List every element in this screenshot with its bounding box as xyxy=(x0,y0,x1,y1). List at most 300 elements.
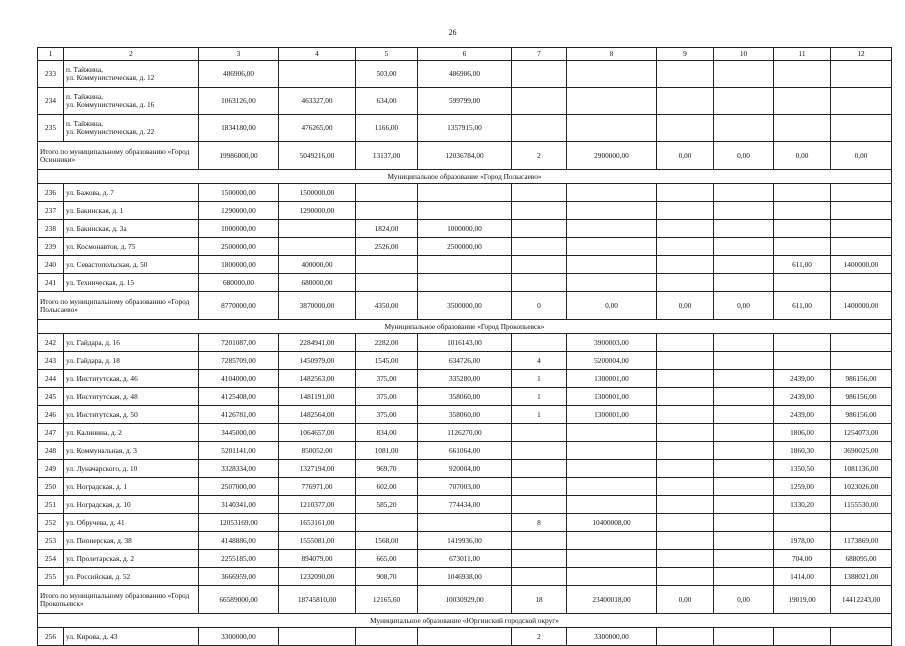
value-cell xyxy=(657,61,714,88)
value-cell xyxy=(279,628,356,646)
value-cell: 2439,00 xyxy=(774,370,831,388)
value-cell: 3690025,00 xyxy=(831,442,892,460)
value-cell: 986156,00 xyxy=(831,370,892,388)
value-cell: 1173869,00 xyxy=(831,532,892,550)
value-cell xyxy=(774,220,831,238)
row-number-cell: 243 xyxy=(38,352,64,370)
value-cell xyxy=(512,238,567,256)
total-value-cell: 611,00 xyxy=(774,292,831,320)
row-number-cell: 246 xyxy=(38,406,64,424)
column-number-cell: 9 xyxy=(657,48,714,61)
value-cell xyxy=(657,184,714,202)
value-cell: 335280,00 xyxy=(418,370,512,388)
value-cell xyxy=(657,220,714,238)
value-cell xyxy=(774,61,831,88)
value-cell xyxy=(831,238,892,256)
value-cell xyxy=(567,550,657,568)
table-row xyxy=(38,352,892,370)
value-cell xyxy=(774,274,831,292)
value-cell: 1063126,00 xyxy=(199,88,279,115)
table-row xyxy=(38,184,892,202)
row-number-cell: 234 xyxy=(38,88,64,115)
column-number-cell: 6 xyxy=(418,48,512,61)
value-cell: 1254073,00 xyxy=(831,424,892,442)
total-value-cell: 0,00 xyxy=(567,292,657,320)
value-cell xyxy=(774,184,831,202)
value-cell xyxy=(657,370,714,388)
total-value-cell: 19019,00 xyxy=(774,586,831,614)
total-value-cell: 18745810,00 xyxy=(279,586,356,614)
value-cell: 2507000,00 xyxy=(199,478,279,496)
value-cell: 1081136,00 xyxy=(831,460,892,478)
value-cell: 2439,00 xyxy=(774,406,831,424)
total-value-cell: 23400018,00 xyxy=(567,586,657,614)
value-cell: 1327194,00 xyxy=(279,460,356,478)
address-cell: ул. Бакинская, д. 1 xyxy=(64,202,199,220)
address-cell: ул. Гайдара, д. 18 xyxy=(64,352,199,370)
value-cell: 3140341,00 xyxy=(199,496,279,514)
value-cell xyxy=(831,334,892,352)
value-cell: 2500000,00 xyxy=(418,238,512,256)
value-cell xyxy=(567,61,657,88)
value-cell xyxy=(774,352,831,370)
row-number-cell: 241 xyxy=(38,274,64,292)
value-cell: 1824,00 xyxy=(356,220,418,238)
value-cell: 1357915,00 xyxy=(418,115,512,142)
value-cell: 1126270,00 xyxy=(418,424,512,442)
value-cell xyxy=(657,496,714,514)
table-row xyxy=(38,460,892,478)
row-number-cell: 249 xyxy=(38,460,64,478)
table-row xyxy=(38,568,892,586)
value-cell xyxy=(657,628,714,646)
address-cell: ул. Кирова, д. 43 xyxy=(64,628,199,646)
value-cell: 5201141,00 xyxy=(199,442,279,460)
table-row xyxy=(38,478,892,496)
value-cell: 1834180,00 xyxy=(199,115,279,142)
value-cell: 4104000,00 xyxy=(199,370,279,388)
value-cell: 1023026,00 xyxy=(831,478,892,496)
total-value-cell: 0,00 xyxy=(714,292,774,320)
value-cell xyxy=(831,514,892,532)
value-cell xyxy=(657,202,714,220)
total-label: Итого по муниципальному образованию «Город Осинники» xyxy=(38,142,199,170)
value-cell xyxy=(714,568,774,586)
address-cell: ул. Гайдара, д. 16 xyxy=(64,334,199,352)
total-value-cell: 12165,60 xyxy=(356,586,418,614)
value-cell: 1155530,00 xyxy=(831,496,892,514)
value-cell xyxy=(714,238,774,256)
address-cell: ул. Космонавтов, д. 75 xyxy=(64,238,199,256)
row-number-cell: 256 xyxy=(38,628,64,646)
value-cell xyxy=(714,388,774,406)
value-cell xyxy=(774,238,831,256)
value-cell: 3300000,00 xyxy=(199,628,279,646)
value-cell xyxy=(657,460,714,478)
total-value-cell: 66589000,00 xyxy=(199,586,279,614)
value-cell xyxy=(418,274,512,292)
column-number-cell: 3 xyxy=(199,48,279,61)
value-cell: 665,00 xyxy=(356,550,418,568)
total-value-cell: 5049216,00 xyxy=(279,142,356,170)
value-cell xyxy=(567,202,657,220)
value-cell xyxy=(714,334,774,352)
value-cell xyxy=(567,274,657,292)
value-cell xyxy=(657,274,714,292)
table-row xyxy=(38,334,892,352)
value-cell: 1481191,00 xyxy=(279,388,356,406)
total-value-cell: 3500000,00 xyxy=(418,292,512,320)
address-cell: ул. Институтская, д. 50 xyxy=(64,406,199,424)
value-cell xyxy=(657,442,714,460)
section-header-row xyxy=(38,170,892,184)
address-cell: ул. Пролетарская, д. 2 xyxy=(64,550,199,568)
value-cell: 1300001,00 xyxy=(567,388,657,406)
value-cell: 1555081,00 xyxy=(279,532,356,550)
value-cell xyxy=(831,202,892,220)
value-cell xyxy=(512,424,567,442)
value-cell xyxy=(567,568,657,586)
address-cell: п. Тайжина, ул. Коммунистическая, д. 22 xyxy=(64,115,199,142)
column-number-cell: 11 xyxy=(774,48,831,61)
address-cell: ул. Техническая, д. 15 xyxy=(64,274,199,292)
address-cell: ул. Бажова, д. 7 xyxy=(64,184,199,202)
column-number-cell: 8 xyxy=(567,48,657,61)
value-cell: 1482564,00 xyxy=(279,406,356,424)
value-cell xyxy=(567,256,657,274)
value-cell: 680000,00 xyxy=(279,274,356,292)
value-cell xyxy=(279,220,356,238)
value-cell xyxy=(657,352,714,370)
value-cell xyxy=(657,256,714,274)
value-cell xyxy=(512,496,567,514)
value-cell: 776971,00 xyxy=(279,478,356,496)
value-cell xyxy=(356,274,418,292)
value-cell xyxy=(567,220,657,238)
value-cell xyxy=(512,202,567,220)
value-cell: 1166,00 xyxy=(356,115,418,142)
value-cell xyxy=(714,406,774,424)
value-cell xyxy=(567,478,657,496)
value-cell xyxy=(774,202,831,220)
value-cell xyxy=(774,115,831,142)
value-cell xyxy=(657,88,714,115)
value-cell: 688095,00 xyxy=(831,550,892,568)
table-row xyxy=(38,388,892,406)
total-value-cell: 2900000,00 xyxy=(567,142,657,170)
value-cell xyxy=(714,460,774,478)
value-cell: 375,00 xyxy=(356,388,418,406)
value-cell: 486906,00 xyxy=(418,61,512,88)
table-row xyxy=(38,61,892,88)
total-value-cell: 4350,00 xyxy=(356,292,418,320)
value-cell xyxy=(512,220,567,238)
section-header-row xyxy=(38,320,892,334)
value-cell: 8 xyxy=(512,514,567,532)
value-cell xyxy=(356,256,418,274)
value-cell xyxy=(356,628,418,646)
value-cell: 3900003,00 xyxy=(567,334,657,352)
value-cell xyxy=(714,352,774,370)
table-row xyxy=(38,220,892,238)
total-value-cell: 1400000,00 xyxy=(831,292,892,320)
table-row xyxy=(38,115,892,142)
value-cell xyxy=(512,184,567,202)
value-cell xyxy=(714,202,774,220)
value-cell: 1860,30 xyxy=(774,442,831,460)
address-cell: ул. Институтская, д. 46 xyxy=(64,370,199,388)
value-cell: 1450979,00 xyxy=(279,352,356,370)
column-number-cell: 7 xyxy=(512,48,567,61)
section-header-row xyxy=(38,614,892,628)
total-value-cell: 19986000,00 xyxy=(199,142,279,170)
value-cell xyxy=(512,460,567,478)
value-cell xyxy=(714,220,774,238)
value-cell xyxy=(657,115,714,142)
table-row xyxy=(38,274,892,292)
value-cell xyxy=(512,61,567,88)
table-row xyxy=(38,406,892,424)
value-cell xyxy=(356,184,418,202)
address-cell: ул. Ноградская, д. 1 xyxy=(64,478,199,496)
value-cell xyxy=(831,220,892,238)
value-cell xyxy=(567,88,657,115)
value-cell: 1000000,00 xyxy=(418,220,512,238)
value-cell: 1500000,00 xyxy=(279,184,356,202)
value-cell: 834,00 xyxy=(356,424,418,442)
value-cell xyxy=(567,424,657,442)
value-cell: 1800000,00 xyxy=(199,256,279,274)
row-number-cell: 240 xyxy=(38,256,64,274)
value-cell: 1 xyxy=(512,388,567,406)
column-number-row xyxy=(38,48,892,61)
value-cell: 4 xyxy=(512,352,567,370)
value-cell xyxy=(356,514,418,532)
value-cell: 1500000,00 xyxy=(199,184,279,202)
row-number-cell: 235 xyxy=(38,115,64,142)
value-cell: 4125408,00 xyxy=(199,388,279,406)
value-cell: 476265,00 xyxy=(279,115,356,142)
address-cell: ул. Коммунальная, д. 3 xyxy=(64,442,199,460)
address-cell: ул. Севастопольская, д. 50 xyxy=(64,256,199,274)
column-number-cell: 12 xyxy=(831,48,892,61)
value-cell: 1806,00 xyxy=(774,424,831,442)
value-cell: 4126781,00 xyxy=(199,406,279,424)
value-cell: 1400000,00 xyxy=(831,256,892,274)
value-cell xyxy=(279,238,356,256)
value-cell xyxy=(714,256,774,274)
value-cell xyxy=(831,274,892,292)
value-cell xyxy=(418,514,512,532)
row-number-cell: 250 xyxy=(38,478,64,496)
value-cell xyxy=(657,514,714,532)
row-number-cell: 253 xyxy=(38,532,64,550)
section-title: Муниципальное образование «Город Полысаево» xyxy=(38,170,892,184)
value-cell: 1568,00 xyxy=(356,532,418,550)
value-cell: 375,00 xyxy=(356,370,418,388)
value-cell: 1300001,00 xyxy=(567,370,657,388)
value-cell: 1300001,00 xyxy=(567,406,657,424)
value-cell: 774434,00 xyxy=(418,496,512,514)
value-cell: 1419936,00 xyxy=(418,532,512,550)
value-cell: 1232090,00 xyxy=(279,568,356,586)
value-cell: 1653161,00 xyxy=(279,514,356,532)
value-cell: 1081,00 xyxy=(356,442,418,460)
address-cell: ул. Бакинская, д. 3а xyxy=(64,220,199,238)
value-cell xyxy=(831,352,892,370)
value-cell xyxy=(774,514,831,532)
value-cell xyxy=(657,478,714,496)
value-cell: 680000,00 xyxy=(199,274,279,292)
row-number-cell: 236 xyxy=(38,184,64,202)
table-row xyxy=(38,514,892,532)
value-cell xyxy=(512,532,567,550)
value-cell: 850052,00 xyxy=(279,442,356,460)
value-cell xyxy=(279,61,356,88)
total-label: Итого по муниципальному образованию «Город Прокопьевск» xyxy=(38,586,199,614)
value-cell: 599799,00 xyxy=(418,88,512,115)
column-number-cell: 5 xyxy=(356,48,418,61)
column-number-cell: 10 xyxy=(714,48,774,61)
total-row xyxy=(38,292,892,320)
row-number-cell: 255 xyxy=(38,568,64,586)
value-cell xyxy=(657,550,714,568)
value-cell xyxy=(567,496,657,514)
total-value-cell: 0,00 xyxy=(657,292,714,320)
value-cell xyxy=(714,184,774,202)
value-cell: 1350,50 xyxy=(774,460,831,478)
address-cell: п. Тайжина, ул. Коммунистическая, д. 12 xyxy=(64,61,199,88)
value-cell: 602,00 xyxy=(356,478,418,496)
total-value-cell: 14412243,00 xyxy=(831,586,892,614)
row-number-cell: 252 xyxy=(38,514,64,532)
value-cell xyxy=(714,370,774,388)
section-title: Муниципальное образование «Юргинский городской округ» xyxy=(38,614,892,628)
value-cell xyxy=(774,88,831,115)
value-cell xyxy=(714,532,774,550)
value-cell xyxy=(512,334,567,352)
value-cell xyxy=(512,442,567,460)
value-cell: 2284941,00 xyxy=(279,334,356,352)
value-cell: 920004,00 xyxy=(418,460,512,478)
value-cell xyxy=(714,550,774,568)
value-cell: 1290000,00 xyxy=(199,202,279,220)
value-cell xyxy=(512,550,567,568)
table-row xyxy=(38,550,892,568)
row-number-cell: 233 xyxy=(38,61,64,88)
value-cell xyxy=(657,568,714,586)
value-cell xyxy=(714,424,774,442)
row-number-cell: 251 xyxy=(38,496,64,514)
table-row xyxy=(38,442,892,460)
value-cell: 634726,00 xyxy=(418,352,512,370)
value-cell: 2255185,00 xyxy=(199,550,279,568)
value-cell xyxy=(714,61,774,88)
value-cell: 704,00 xyxy=(774,550,831,568)
value-cell: 1046938,00 xyxy=(418,568,512,586)
value-cell: 10400008,00 xyxy=(567,514,657,532)
value-cell: 3445000,00 xyxy=(199,424,279,442)
table-row xyxy=(38,256,892,274)
total-value-cell: 8770000,00 xyxy=(199,292,279,320)
row-number-cell: 237 xyxy=(38,202,64,220)
total-value-cell: 10030929,00 xyxy=(418,586,512,614)
address-cell: ул. Калинина, д. 2 xyxy=(64,424,199,442)
value-cell: 1 xyxy=(512,406,567,424)
value-cell xyxy=(714,478,774,496)
value-cell: 2282,00 xyxy=(356,334,418,352)
value-cell xyxy=(831,61,892,88)
row-number-cell: 248 xyxy=(38,442,64,460)
housing-table xyxy=(37,47,892,646)
value-cell: 503,00 xyxy=(356,61,418,88)
value-cell xyxy=(567,115,657,142)
value-cell: 1482563,00 xyxy=(279,370,356,388)
table-row xyxy=(38,496,892,514)
value-cell: 3328334,00 xyxy=(199,460,279,478)
value-cell xyxy=(512,274,567,292)
value-cell: 3666959,00 xyxy=(199,568,279,586)
table-row xyxy=(38,88,892,115)
value-cell: 375,00 xyxy=(356,406,418,424)
value-cell xyxy=(831,184,892,202)
value-cell: 986156,00 xyxy=(831,406,892,424)
value-cell xyxy=(512,88,567,115)
total-value-cell: 0,00 xyxy=(657,142,714,170)
value-cell: 1388021,00 xyxy=(831,568,892,586)
value-cell: 463327,00 xyxy=(279,88,356,115)
value-cell: 2500000,00 xyxy=(199,238,279,256)
value-cell: 358060,00 xyxy=(418,406,512,424)
value-cell xyxy=(714,628,774,646)
row-number-cell: 238 xyxy=(38,220,64,238)
value-cell: 986156,00 xyxy=(831,388,892,406)
total-value-cell: 3870000,00 xyxy=(279,292,356,320)
value-cell xyxy=(714,496,774,514)
value-cell: 611,00 xyxy=(774,256,831,274)
page-number: 26 xyxy=(448,28,457,37)
value-cell xyxy=(567,532,657,550)
table-row xyxy=(38,532,892,550)
value-cell: 5200004,00 xyxy=(567,352,657,370)
total-value-cell: 0,00 xyxy=(831,142,892,170)
value-cell: 400000,00 xyxy=(279,256,356,274)
address-cell: ул. Обручева, д. 41 xyxy=(64,514,199,532)
value-cell: 1016143,00 xyxy=(418,334,512,352)
section-title: Муниципальное образование «Город Прокопьевск» xyxy=(38,320,892,334)
row-number-cell: 245 xyxy=(38,388,64,406)
value-cell: 1210377,00 xyxy=(279,496,356,514)
row-number-cell: 244 xyxy=(38,370,64,388)
value-cell: 1000000,00 xyxy=(199,220,279,238)
total-value-cell: 18 xyxy=(512,586,567,614)
column-number-cell: 1 xyxy=(38,48,64,61)
value-cell: 12053169,00 xyxy=(199,514,279,532)
value-cell xyxy=(567,184,657,202)
value-cell: 2526,00 xyxy=(356,238,418,256)
value-cell xyxy=(418,202,512,220)
value-cell xyxy=(418,256,512,274)
value-cell: 2 xyxy=(512,628,567,646)
value-cell: 1259,00 xyxy=(774,478,831,496)
value-cell: 7201087,00 xyxy=(199,334,279,352)
value-cell: 1978,00 xyxy=(774,532,831,550)
total-value-cell: 12036784,00 xyxy=(418,142,512,170)
table-row xyxy=(38,370,892,388)
value-cell: 486906,00 xyxy=(199,61,279,88)
row-number-cell: 239 xyxy=(38,238,64,256)
value-cell: 3300000,00 xyxy=(567,628,657,646)
